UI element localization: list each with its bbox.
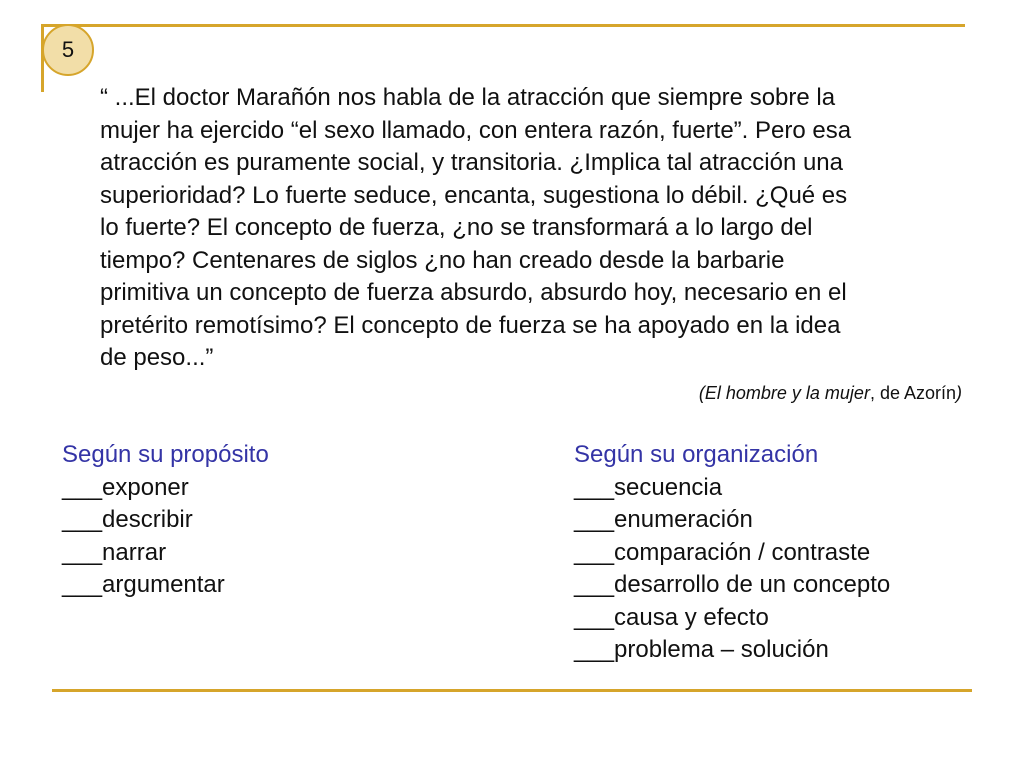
quote-citation	[699, 382, 962, 404]
top-divider-line	[42, 24, 965, 27]
quote-line: “ ...El doctor Marañón nos habla de la atracción que siempre sobre la	[100, 84, 836, 111]
purpose-heading: Según su propósito	[62, 441, 269, 468]
purpose-item: ___exponer	[62, 473, 189, 501]
slide-number-badge	[42, 24, 94, 76]
citation-close-paren: )	[956, 383, 962, 403]
organization-item: ___comparación / contraste	[574, 538, 871, 566]
organization-item: ___enumeración	[574, 506, 753, 533]
quote-line: atracción es puramente social, y transitoria. ¿Implica tal atracción una	[100, 149, 844, 176]
organization-item: ___secuencia	[574, 473, 723, 501]
quote-line: tiempo? Centenares de siglos ¿no han creado desde la barbarie	[100, 246, 785, 274]
organization-item: ___causa y efecto	[574, 603, 769, 631]
citation-book-title: El hombre y la mujer	[704, 383, 870, 403]
slide-number: 5	[61, 37, 75, 62]
quote-line: mujer ha ejercido “el sexo llamado, con entera razón, fuerte”. Pero esa	[100, 116, 852, 144]
quote-line: de peso...”	[100, 344, 214, 371]
purpose-item: ___describir	[62, 506, 193, 533]
bottom-divider-line	[52, 689, 972, 692]
quote-line: pretérito remotísimo? El concepto de fuerza se ha apoyado en la idea	[100, 311, 841, 339]
quote-paragraph	[100, 82, 851, 375]
purpose-list	[62, 439, 269, 602]
citation-author: , de Azorín	[869, 383, 956, 403]
purpose-item: ___argumentar	[62, 571, 225, 598]
purpose-item: ___narrar	[62, 538, 167, 566]
organization-heading: Según su organización	[574, 441, 819, 468]
quote-line: superioridad? Lo fuerte seduce, encanta, sugestiona lo débil. ¿Qué es	[100, 181, 848, 209]
quote-line: lo fuerte? El concepto de fuerza, ¿no se transformará a lo largo del	[100, 214, 813, 241]
quote-line: primitiva un concepto de fuerza absurdo, absurdo hoy, necesario en el	[100, 279, 847, 306]
organization-item: ___problema – solución	[574, 636, 829, 663]
organization-item: ___desarrollo de un concepto	[574, 571, 891, 598]
organization-list	[574, 439, 890, 667]
citation-open-paren: (	[698, 383, 705, 403]
